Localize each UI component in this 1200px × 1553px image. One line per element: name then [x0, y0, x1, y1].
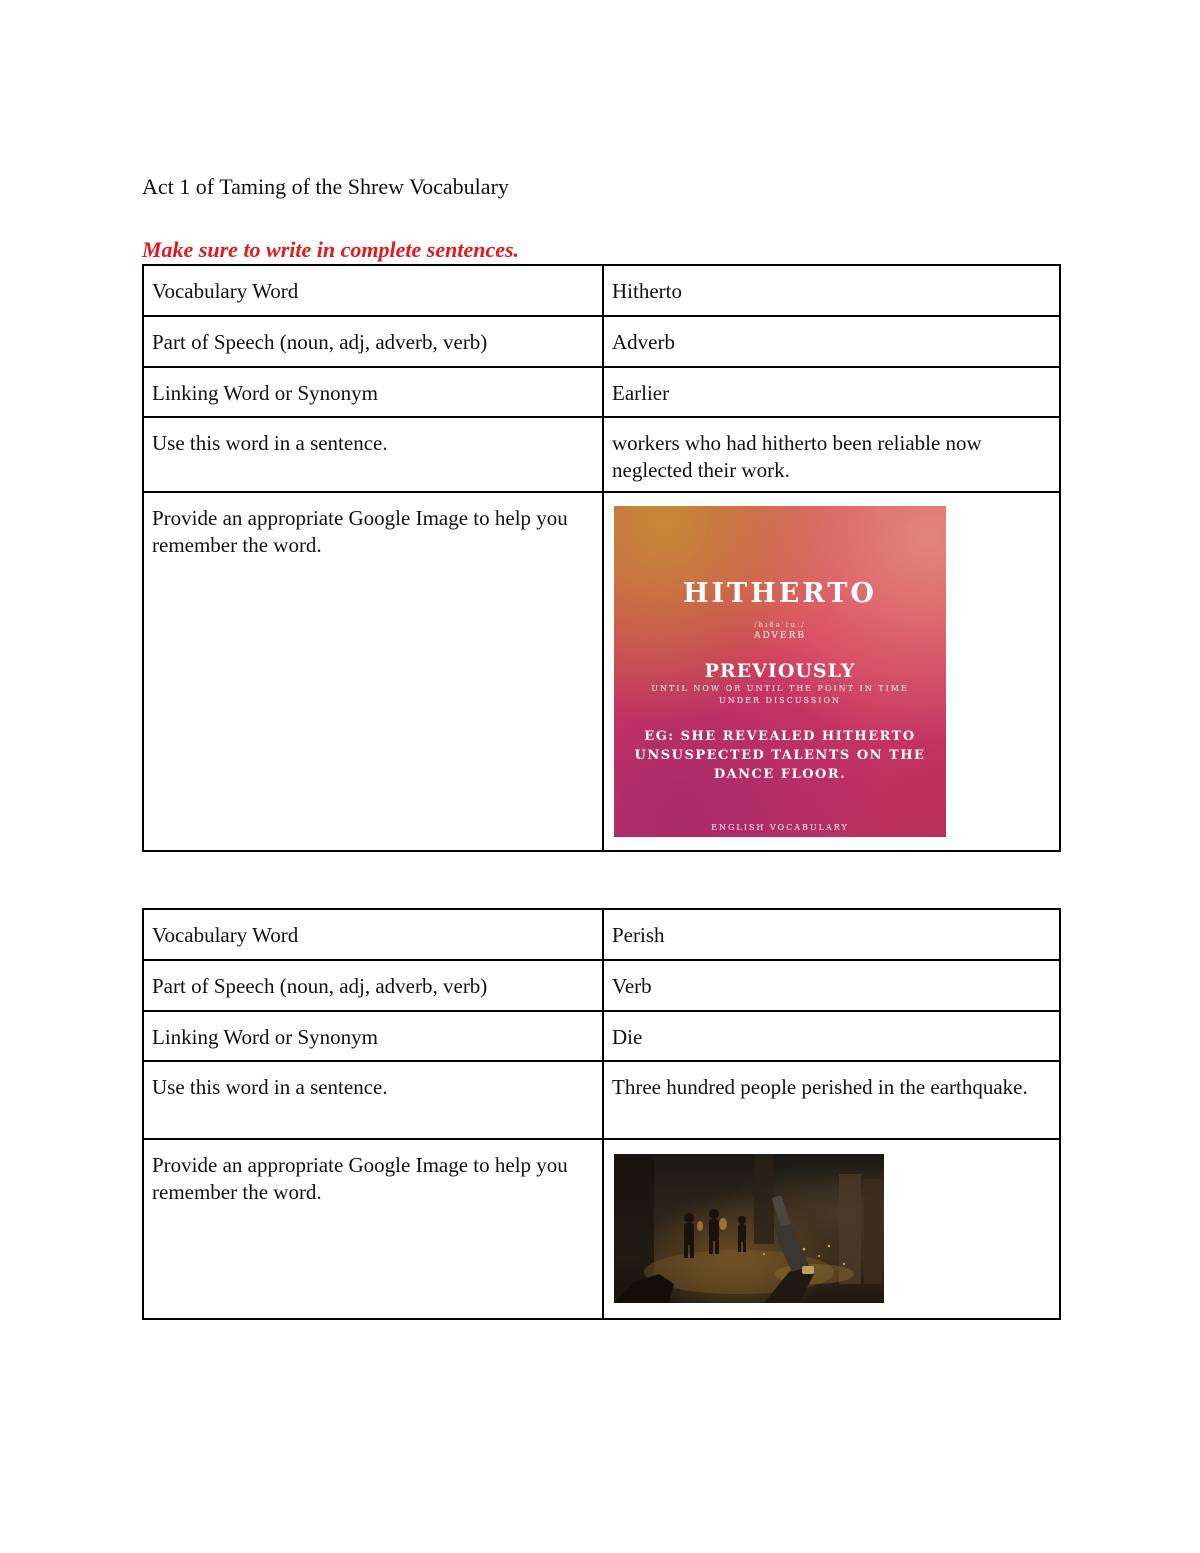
label-cell: Provide an appropriate Google Image to help you remember the word. [143, 492, 603, 851]
label-cell: Linking Word or Synonym [143, 1011, 603, 1061]
label-cell: Linking Word or Synonym [143, 367, 603, 417]
vocab-table-1 [142, 264, 1061, 852]
instructions-note: Make sure to write in complete sentences. [142, 237, 520, 262]
image-example: EG: SHE REVEALED HITHERTO UNSUSPECTED TALENTS ON THE DANCE FLOOR. [634, 729, 926, 782]
document-title: Act 1 of Taming of the Shrew Vocabulary [142, 174, 509, 199]
label-cell: Provide an appropriate Google Image to help you remember the word. [143, 1139, 603, 1319]
table-row-word [143, 265, 1060, 316]
table-row-sentence [143, 417, 1060, 492]
value-cell: Hitherto [603, 265, 1060, 316]
table-row-image [143, 492, 1060, 851]
value-cell: Verb [603, 960, 1060, 1011]
image-pronunciation: /hɪðəˈtuː/ [754, 621, 806, 629]
table-row-image [143, 1139, 1060, 1319]
label-cell: Use this word in a sentence. [143, 417, 603, 492]
value-cell: Die [603, 1011, 1060, 1061]
image-cell [603, 1139, 1060, 1319]
label-cell: Use this word in a sentence. [143, 1061, 603, 1139]
value-cell: Three hundred people perished in the earthquake. [603, 1061, 1060, 1139]
value-cell: Earlier [603, 367, 1060, 417]
image-word: HITHERTO [683, 578, 877, 609]
label-cell: Vocabulary Word [143, 909, 603, 960]
label-cell: Vocabulary Word [143, 265, 603, 316]
scene-illustration [614, 1154, 884, 1303]
table-row-sentence [143, 1061, 1060, 1139]
table-row-part-of-speech [143, 316, 1060, 367]
perish-scene-image [614, 1154, 884, 1303]
label-cell: Part of Speech (noun, adj, adverb, verb) [143, 960, 603, 1011]
image-meaning: UNTIL NOW OR UNTIL THE POINT IN TIME UNDER DISCUSSION [651, 684, 909, 705]
value-cell: Perish [603, 909, 1060, 960]
value-cell: workers who had hitherto been reliable now neglected their work. [603, 417, 1060, 492]
image-footer: ENGLISH VOCABULARY [711, 823, 849, 832]
table-row-word [143, 909, 1060, 960]
hitherto-definition-image [614, 506, 946, 837]
table-row-part-of-speech [143, 960, 1060, 1011]
table-row-synonym [143, 367, 1060, 417]
image-cell [603, 492, 1060, 851]
image-definition: PREVIOUSLY [704, 660, 856, 682]
label-cell: Part of Speech (noun, adj, adverb, verb) [143, 316, 603, 367]
table-row-synonym [143, 1011, 1060, 1061]
image-part-of-speech: ADVERB [753, 631, 807, 641]
value-cell: Adverb [603, 316, 1060, 367]
vocab-table-2 [142, 908, 1061, 1320]
